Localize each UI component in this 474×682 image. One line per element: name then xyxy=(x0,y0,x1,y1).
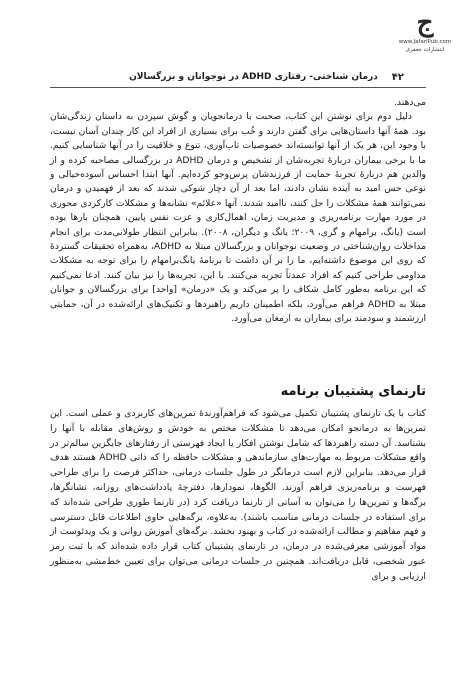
running-title: درمان شناختی- رفتاری ADHD در نوجوانان و بزرگسالان xyxy=(129,72,378,82)
paragraph-0: می‌دهند. xyxy=(393,97,426,108)
publisher-logo xyxy=(390,8,460,68)
paragraph-1: دلیل دوم برای نوشتن این کتاب، صحبت با درمانجویان و گوش سپردن به داستان زندگی‌شان بود. همهٔ آنها داستان‌هایی برای گفتن دارند و خُب برای بسیاری از افراد این کار چندان آسان نیست، با وجود این، هر یک از آنها توانسته‌اند خصوصیات تاب‌آوری، تنوع و خلاقیت را در آنها شناسایی کنیم. ما با برخی بیماران دربارهٔ تجربه‌شان از تشخیص و درمان ADHD در بزرگسالی مصاحبه کرده و از والدین هم دربارهٔ تجربهٔ حمایت از فرزندشان پرس‌وجو کرده‌ایم. آنها ابتدا احساس آسوده‌خیالی و نوعی حس امید به آینده نشان دادند، اما بعد از آن دچار شوکی شدند که بعد از فهمیدن و درمان نمی‌توانند همهٔ مشکلات را حل کنند، ناامید شدند. آنها «علائم» نشانه‌ها و مشکلات کارکردی محوری در مورد مهارت برنامه‌ریزی و مدیریت زمان، اهمال‌کاری و عزت نفس پایین، همچنان بارها بوده است (یانگ، برامهام و گری، ۲۰۰۹؛ یانگ و دیگران، ۲۰۰۸). بنابراین انتظار طولانی‌مدت برای انجام مداخلات روان‌شناختی در وضعیت نوجوانان و بزرگسالان مبتلا به ADHD، به‌همراه تحقیقات گستردهٔ که روی این موضوع داشته‌ایم، ما را بر آن داشت تا برنامهٔ یانگ‌برامهام را برای توجه به مشکلات مداومی طراحی کنیم که افراد عمدتاً تجربه می‌کنند. با این، تجربه‌ها را نیز بیان کنند. ادعا نمی‌کنیم که این برنامه به‌طور کامل شکاف را پر می‌کند و یک «درمان» [واحد] برای بزرگسالان و جوانان مبتلا به ADHD فراهم می‌آورد، بلکه اطمینان داریم راهبردها و تکنیک‌های ارائه‌شده در آن، حمایتی ارزشمند و سودمند برای بیماران به ارمغان می‌آورد. xyxy=(50,111,427,325)
logo-subtitle: انتشارات جعفری xyxy=(405,47,445,53)
section-heading: تارنمای پشتیبان برنامه xyxy=(280,384,426,399)
logo-url: www.JafariPub.com xyxy=(398,39,452,45)
section-paragraph-1: کتاب با یک تارنمای پشتیبان تکمیل می‌شود که فراهم‌آورندهٔ تمرین‌های کاربردی و عملی است. این تمرین‌ها به درمانجو امکان می‌دهد تا مشکلات مختص به خودش و روش‌های مقابله با آنها را بشناسد. آن دسته راهبردها که شامل نوشتن افکار یا ایجاد فهرستی از رفتارهای جایگزین سالم‌تر در واقع مشکلات مربوط به مهارت‌های سازماندهی و مشکلات حافظه را که ذاتی ADHD هستند هدف قرار می‌دهد. بنابراین لازم است درمانگر در طول جلسات درمانی، حداکثر فرصت را برای طراحی فهرست و برنامه‌ریزی فراهم آورند. الگوها، نمودارها، دفترچهٔ یادداشت‌های روزانه، نشانگرها، برگه‌ها و تمرین‌ها را می‌توان به آسانی از تارنما دریافت کرد (در تارنما طوری طراحی شده‌اند که برای استفاده در جلسات درمانی مناسب باشند). به‌علاوه، برگه‌هایی حاوی اطلاعات قابل دسترسی و فهم مفاهیم و مطالب ارائه‌شده در کتاب و بهبود بخشد. برگه‌های آموزش روانی و یک ویدئوست از مواد آموزشی معرفی‌شده در درمان، در تارنمای پشتیبان کتاب قرار داده شده‌اند که با ثبت رمز عبور شخصی، قابل دریافت‌اند. همچنین در جلسات درمانی می‌توان برای تعیین خط‌مشی به‌منظور ارزیابی و برای xyxy=(50,408,426,582)
running-header xyxy=(60,70,404,84)
page-number: ۴۲ xyxy=(391,71,404,83)
logo-mark: ج xyxy=(416,8,434,38)
header-divider xyxy=(50,87,426,88)
body-text xyxy=(50,96,426,327)
section-body xyxy=(50,407,426,585)
